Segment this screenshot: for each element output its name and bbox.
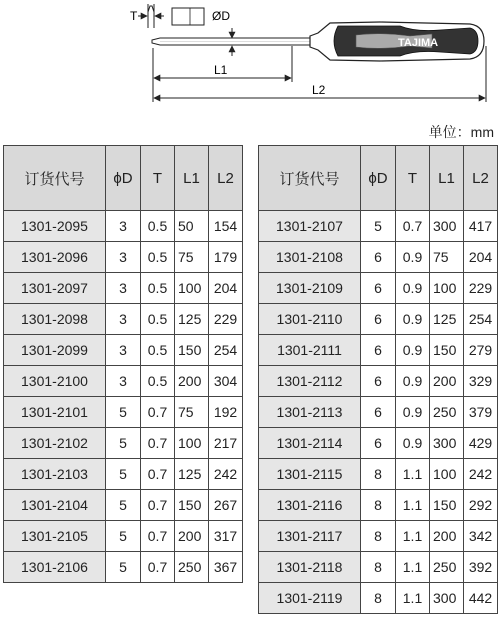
l2-cell: 329 bbox=[464, 366, 498, 397]
thickness-cell: 0.9 bbox=[396, 242, 430, 273]
table-row bbox=[259, 211, 498, 242]
l2-cell: 204 bbox=[209, 273, 243, 304]
header-l2: L2 bbox=[209, 146, 243, 211]
diameter-cell: 3 bbox=[106, 211, 141, 242]
label-l2: L2 bbox=[312, 83, 326, 97]
l2-cell: 229 bbox=[209, 304, 243, 335]
diameter-cell: 6 bbox=[361, 335, 396, 366]
l1-cell: 300 bbox=[430, 428, 464, 459]
l2-cell: 179 bbox=[209, 242, 243, 273]
l1-cell: 250 bbox=[430, 552, 464, 583]
table-row bbox=[259, 335, 498, 366]
table-row bbox=[4, 428, 243, 459]
l1-cell: 150 bbox=[175, 335, 209, 366]
table-row bbox=[259, 242, 498, 273]
table-row bbox=[259, 459, 498, 490]
table-row bbox=[4, 521, 243, 552]
diameter-cell: 6 bbox=[361, 242, 396, 273]
l1-cell: 150 bbox=[430, 490, 464, 521]
l2-cell: 204 bbox=[464, 242, 498, 273]
order-code-cell: 1301-2101 bbox=[4, 397, 106, 428]
order-code-cell: 1301-2109 bbox=[259, 273, 361, 304]
l2-cell: 392 bbox=[464, 552, 498, 583]
unit-label: 单位：mm bbox=[428, 124, 494, 140]
table-row bbox=[4, 459, 243, 490]
diameter-cell: 8 bbox=[361, 490, 396, 521]
order-code-cell: 1301-2116 bbox=[259, 490, 361, 521]
l2-cell: 304 bbox=[209, 366, 243, 397]
diameter-cell: 3 bbox=[106, 242, 141, 273]
l1-cell: 250 bbox=[175, 552, 209, 583]
diameter-cell: 5 bbox=[361, 211, 396, 242]
header-l2: L2 bbox=[464, 146, 498, 211]
table-row bbox=[4, 335, 243, 366]
l1-cell: 100 bbox=[175, 428, 209, 459]
order-code-cell: 1301-2106 bbox=[4, 552, 106, 583]
l1-cell: 150 bbox=[175, 490, 209, 521]
thickness-cell: 0.7 bbox=[396, 211, 430, 242]
header-order-code: 订货代号 bbox=[259, 146, 361, 211]
l2-cell: 192 bbox=[209, 397, 243, 428]
order-code-cell: 1301-2119 bbox=[259, 583, 361, 614]
order-code-cell: 1301-2098 bbox=[4, 304, 106, 335]
thickness-cell: 0.9 bbox=[396, 335, 430, 366]
table-row bbox=[259, 304, 498, 335]
order-code-cell: 1301-2110 bbox=[259, 304, 361, 335]
l2-cell: 342 bbox=[464, 521, 498, 552]
l2-cell: 317 bbox=[209, 521, 243, 552]
diameter-cell: 8 bbox=[361, 583, 396, 614]
header-order-code: 订货代号 bbox=[4, 146, 106, 211]
diameter-cell: 3 bbox=[106, 335, 141, 366]
diameter-cell: 3 bbox=[106, 273, 141, 304]
l2-cell: 442 bbox=[464, 583, 498, 614]
l2-cell: 154 bbox=[209, 211, 243, 242]
order-code-cell: 1301-2104 bbox=[4, 490, 106, 521]
l1-cell: 125 bbox=[430, 304, 464, 335]
table-row bbox=[4, 304, 243, 335]
table-row bbox=[259, 397, 498, 428]
diameter-cell: 8 bbox=[361, 521, 396, 552]
diameter-cell: 5 bbox=[106, 490, 141, 521]
table-row bbox=[4, 490, 243, 521]
l1-cell: 200 bbox=[175, 521, 209, 552]
thickness-cell: 1.1 bbox=[396, 459, 430, 490]
table-row bbox=[259, 521, 498, 552]
thickness-cell: 0.7 bbox=[141, 459, 175, 490]
thickness-cell: 0.9 bbox=[396, 397, 430, 428]
thickness-cell: 0.9 bbox=[396, 366, 430, 397]
table-row bbox=[259, 552, 498, 583]
table-row bbox=[4, 273, 243, 304]
thickness-cell: 1.1 bbox=[396, 490, 430, 521]
order-code-cell: 1301-2118 bbox=[259, 552, 361, 583]
l1-cell: 100 bbox=[430, 459, 464, 490]
diameter-cell: 6 bbox=[361, 273, 396, 304]
order-code-cell: 1301-2103 bbox=[4, 459, 106, 490]
l1-cell: 200 bbox=[175, 366, 209, 397]
blade-side-view bbox=[172, 8, 204, 25]
l1-cell: 150 bbox=[430, 335, 464, 366]
thickness-cell: 0.5 bbox=[141, 366, 175, 397]
table-row bbox=[4, 242, 243, 273]
diameter-cell: 6 bbox=[361, 366, 396, 397]
label-l1: L1 bbox=[214, 63, 228, 77]
header-diameter: ϕD bbox=[106, 146, 141, 211]
thickness-cell: 0.9 bbox=[396, 428, 430, 459]
header-row bbox=[259, 146, 498, 211]
order-code-cell: 1301-2102 bbox=[4, 428, 106, 459]
table-row bbox=[259, 428, 498, 459]
order-code-cell: 1301-2112 bbox=[259, 366, 361, 397]
diameter-cell: 5 bbox=[106, 397, 141, 428]
brand-logo: TAJIMA bbox=[398, 37, 439, 49]
thickness-cell: 1.1 bbox=[396, 583, 430, 614]
spec-table-left bbox=[3, 145, 243, 583]
table-row bbox=[4, 211, 243, 242]
l2-cell: 254 bbox=[464, 304, 498, 335]
thickness-cell: 0.7 bbox=[141, 428, 175, 459]
diameter-cell: 3 bbox=[106, 304, 141, 335]
l1-cell: 75 bbox=[430, 242, 464, 273]
diameter-cell: 6 bbox=[361, 428, 396, 459]
header-l1: L1 bbox=[175, 146, 209, 211]
order-code-cell: 1301-2099 bbox=[4, 335, 106, 366]
l2-cell: 254 bbox=[209, 335, 243, 366]
table-row bbox=[259, 490, 498, 521]
thickness-cell: 1.1 bbox=[396, 521, 430, 552]
header-l1: L1 bbox=[430, 146, 464, 211]
l1-cell: 125 bbox=[175, 304, 209, 335]
diameter-cell: 5 bbox=[106, 459, 141, 490]
label-t: T bbox=[130, 9, 138, 23]
diameter-cell: 3 bbox=[106, 366, 141, 397]
order-code-cell: 1301-2096 bbox=[4, 242, 106, 273]
l2-cell: 229 bbox=[464, 273, 498, 304]
order-code-cell: 1301-2097 bbox=[4, 273, 106, 304]
table-row bbox=[4, 552, 243, 583]
diameter-cell: 5 bbox=[106, 521, 141, 552]
diameter-cell: 8 bbox=[361, 459, 396, 490]
thickness-cell: 0.7 bbox=[141, 397, 175, 428]
l1-cell: 200 bbox=[430, 366, 464, 397]
l2-cell: 217 bbox=[209, 428, 243, 459]
thickness-cell: 0.9 bbox=[396, 304, 430, 335]
thickness-cell: 0.5 bbox=[141, 273, 175, 304]
l1-cell: 300 bbox=[430, 583, 464, 614]
diameter-cell: 6 bbox=[361, 304, 396, 335]
order-code-cell: 1301-2108 bbox=[259, 242, 361, 273]
diameter-cell: 5 bbox=[106, 428, 141, 459]
thickness-cell: 0.5 bbox=[141, 242, 175, 273]
thickness-cell: 0.5 bbox=[141, 335, 175, 366]
table-row bbox=[259, 583, 498, 614]
header-thickness: T bbox=[396, 146, 430, 211]
header-thickness: T bbox=[141, 146, 175, 211]
thickness-cell: 0.5 bbox=[141, 304, 175, 335]
label-d: ØD bbox=[212, 9, 230, 23]
diameter-cell: 6 bbox=[361, 397, 396, 428]
l1-cell: 200 bbox=[430, 521, 464, 552]
order-code-cell: 1301-2100 bbox=[4, 366, 106, 397]
l2-cell: 292 bbox=[464, 490, 498, 521]
l1-cell: 100 bbox=[175, 273, 209, 304]
spec-table-right bbox=[258, 145, 498, 614]
l1-cell: 50 bbox=[175, 211, 209, 242]
order-code-cell: 1301-2095 bbox=[4, 211, 106, 242]
thickness-cell: 0.7 bbox=[141, 521, 175, 552]
header-row bbox=[4, 146, 243, 211]
l1-cell: 75 bbox=[175, 242, 209, 273]
handle bbox=[310, 22, 484, 61]
shaft bbox=[152, 38, 310, 45]
table-row bbox=[259, 273, 498, 304]
order-code-cell: 1301-2105 bbox=[4, 521, 106, 552]
l1-cell: 300 bbox=[430, 211, 464, 242]
order-code-cell: 1301-2111 bbox=[259, 335, 361, 366]
thickness-cell: 0.7 bbox=[141, 552, 175, 583]
thickness-cell: 0.7 bbox=[141, 490, 175, 521]
l2-cell: 279 bbox=[464, 335, 498, 366]
table-row bbox=[4, 397, 243, 428]
table-row bbox=[4, 366, 243, 397]
header-diameter: ϕD bbox=[361, 146, 396, 211]
l2-cell: 367 bbox=[209, 552, 243, 583]
order-code-cell: 1301-2107 bbox=[259, 211, 361, 242]
l2-cell: 379 bbox=[464, 397, 498, 428]
table-row bbox=[259, 366, 498, 397]
thickness-cell: 0.9 bbox=[396, 273, 430, 304]
thickness-cell: 1.1 bbox=[396, 552, 430, 583]
l2-cell: 267 bbox=[209, 490, 243, 521]
diameter-cell: 5 bbox=[106, 552, 141, 583]
l2-cell: 429 bbox=[464, 428, 498, 459]
screwdriver-diagram bbox=[0, 0, 500, 120]
l1-cell: 100 bbox=[430, 273, 464, 304]
order-code-cell: 1301-2114 bbox=[259, 428, 361, 459]
l1-cell: 125 bbox=[175, 459, 209, 490]
order-code-cell: 1301-2113 bbox=[259, 397, 361, 428]
l1-cell: 250 bbox=[430, 397, 464, 428]
l2-cell: 242 bbox=[209, 459, 243, 490]
l2-cell: 417 bbox=[464, 211, 498, 242]
thickness-cell: 0.5 bbox=[141, 211, 175, 242]
diameter-cell: 8 bbox=[361, 552, 396, 583]
l2-cell: 242 bbox=[464, 459, 498, 490]
order-code-cell: 1301-2117 bbox=[259, 521, 361, 552]
tip-profile bbox=[130, 4, 164, 28]
l1-cell: 75 bbox=[175, 397, 209, 428]
order-code-cell: 1301-2115 bbox=[259, 459, 361, 490]
